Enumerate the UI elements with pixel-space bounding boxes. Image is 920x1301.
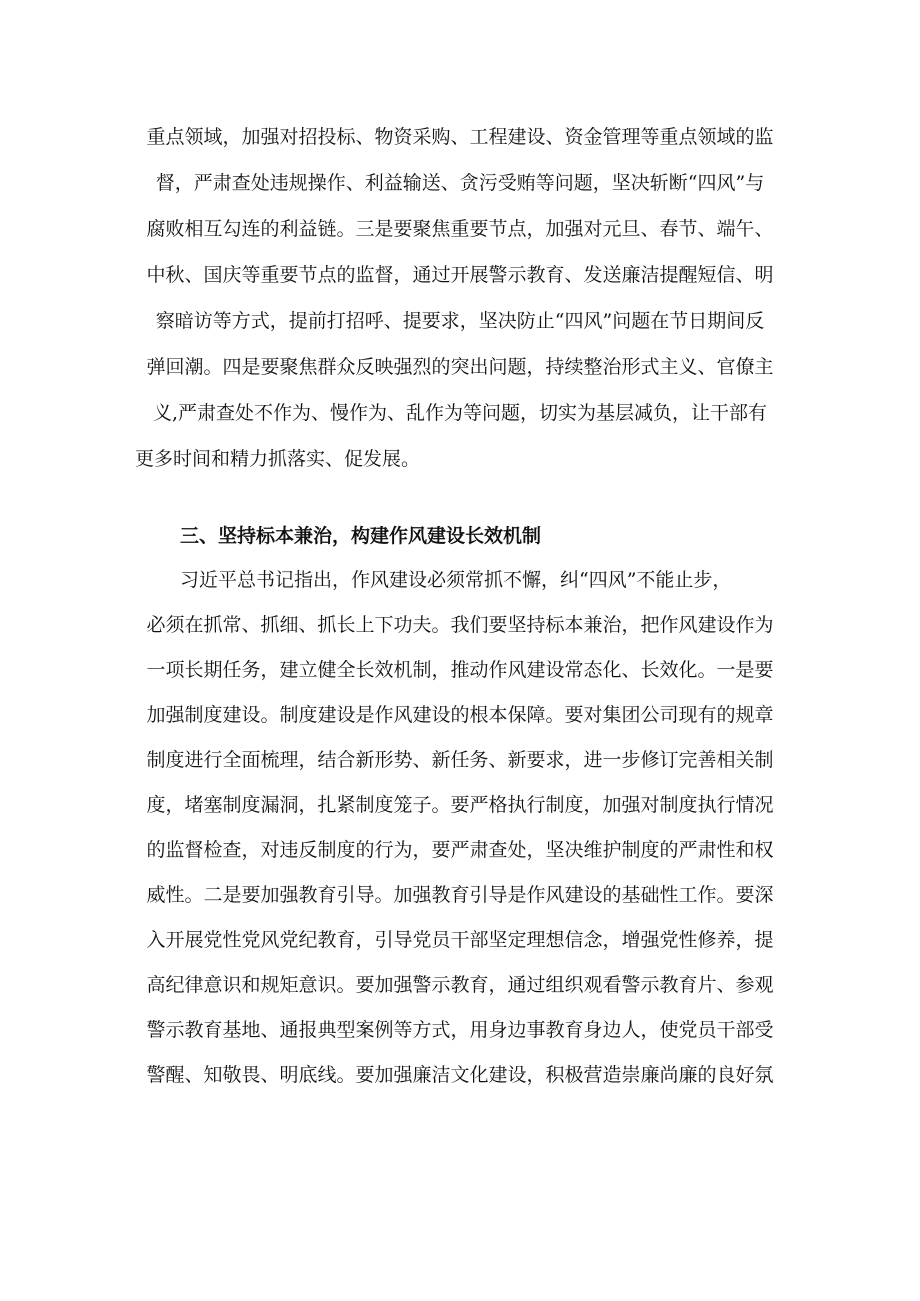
body-line-16: 威性。二是要加强教育引导。加强教育引导是作风建设的基础性工作。要深 [146,884,774,906]
body-line-8: 更多时间和精力抓落实、促发展。 [135,448,421,470]
body-line-4: 中秋、国庆等重要节点的监督，通过开展警示教育、发送廉洁提醒短信、明 [146,264,774,286]
body-line-10: 必须在抓常、抓细、抓长上下功夫。我们要坚持标本兼治，把作风建设作为 [146,614,774,636]
body-line-6: 弹回潮。四是要聚焦群众反映强烈的突出问题，持续整治形式主义、官僚主 [146,356,774,378]
body-line-1: 重点领域，加强对招投标、物资采购、工程建设、资金管理等重点领域的监 [146,126,774,148]
body-line-2: 督，严肃查处违规操作、利益输送、贪污受贿等问题，坚决斩断“四风”与 [155,172,765,194]
body-line-11: 一项长期任务，建立健全长效机制，推动作风建设常态化、长效化。一是要 [146,659,774,681]
body-line-13: 制度进行全面梳理，结合新形势、新任务、新要求，进一步修订完善相关制 [146,749,774,771]
body-line-19: 警示教育基地、通报典型案例等方式，用身边事教育身边人，使党员干部受 [146,1019,774,1041]
body-line-5: 察暗访等方式，提前打招呼、提要求，坚决防止“四风”问题在节日期间反 [155,310,765,332]
body-line-14: 度，堵塞制度漏洞，扎紧制度笼子。要严格执行制度，加强对制度执行情况 [146,794,774,816]
body-line-17: 入开展党性党风党纪教育，引导党员干部坚定理想信念，增强党性修养，提 [146,929,774,951]
body-line-18: 高纪律意识和规矩意识。要加强警示教育，通过组织观看警示教育片、参观 [146,974,774,996]
body-line-9: 习近平总书记指出，作风建设必须常抓不懈，纠“四风”不能止步， [180,569,732,591]
section-heading: 三、坚持标本兼治，构建作风建设长效机制 [180,525,542,547]
body-line-7: 义,严肃查处不作为、慢作为、乱作为等问题，切实为基层减负，让干部有 [152,402,768,424]
body-line-20: 警醒、知敬畏、明底线。要加强廉洁文化建设，积极营造崇廉尚廉的良好氛 [146,1064,774,1086]
body-line-12: 加强制度建设。制度建设是作风建设的根本保障。要对集团公司现有的规章 [146,704,774,726]
body-line-15: 的监督检查，对违反制度的行为，要严肃查处，坚决维护制度的严肃性和权 [146,839,774,861]
body-line-3: 腐败相互勾连的利益链。三是要聚焦重要节点，加强对元旦、春节、端午、 [146,218,774,240]
